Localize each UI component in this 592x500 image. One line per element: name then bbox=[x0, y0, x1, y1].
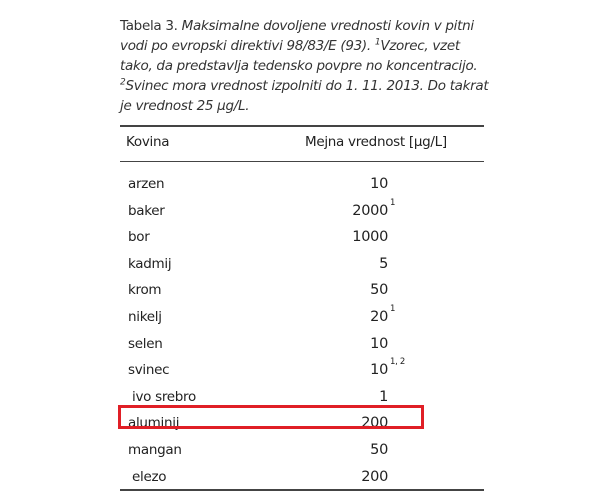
limit-value: 10 bbox=[370, 176, 388, 192]
table-row bbox=[120, 224, 484, 251]
table-body bbox=[120, 171, 484, 490]
limit-value: 5 bbox=[379, 255, 388, 272]
table-row bbox=[120, 277, 484, 304]
table-top-rule bbox=[120, 125, 484, 127]
caption-footnote-1: 1 bbox=[374, 37, 381, 48]
metal-name: mangan bbox=[128, 441, 182, 458]
metal-name: bor bbox=[128, 229, 150, 246]
highlight-box-aluminij bbox=[118, 405, 424, 429]
limit-footnote: 1 bbox=[390, 197, 396, 208]
limit-value: 10 bbox=[370, 362, 388, 379]
caption-label: Tabela 3. bbox=[120, 18, 178, 34]
limit-value: 200 bbox=[361, 468, 388, 485]
column-header-limit: Mejna vrednost [µg/L] bbox=[305, 134, 447, 150]
caption-text-1: Maksimalne dovoljene vrednosti kovin v pitni vodi po evropski direktivi 98/83/E (93). bbox=[120, 18, 474, 54]
metal-name: svinec bbox=[128, 362, 170, 379]
table-row bbox=[120, 437, 484, 464]
limit-value: 1 bbox=[379, 388, 388, 405]
metal-name: arzen bbox=[128, 176, 165, 192]
table-bottom-rule bbox=[120, 489, 484, 491]
table-row bbox=[120, 464, 484, 491]
limit-footnote: 1 bbox=[390, 303, 396, 314]
table-row bbox=[120, 171, 484, 198]
limit-value: 10 bbox=[370, 335, 388, 352]
caption-footnote-2: 2 bbox=[120, 77, 126, 88]
table-row bbox=[120, 331, 484, 358]
table-header-rule bbox=[120, 161, 484, 162]
table-row bbox=[120, 357, 484, 384]
limit-footnote: 1, 2 bbox=[390, 357, 406, 368]
metal-name: baker bbox=[128, 202, 165, 219]
metal-name: ivo srebro bbox=[128, 388, 196, 405]
limit-value: 2000 bbox=[352, 202, 388, 219]
metal-name: krom bbox=[128, 282, 162, 299]
table-row bbox=[120, 251, 484, 278]
table-caption bbox=[120, 16, 492, 116]
metal-name: kadmij bbox=[128, 255, 172, 272]
caption-text-2: Vzorec, vzet tako, da predstavlja tedensko povpre no koncentracijo. bbox=[120, 38, 478, 74]
table-row bbox=[120, 304, 484, 331]
limit-value: 1000 bbox=[352, 229, 388, 246]
limit-value: 20 bbox=[370, 308, 388, 325]
metal-name: selen bbox=[128, 335, 163, 352]
limit-value: 50 bbox=[370, 441, 388, 458]
column-header-metal: Kovina bbox=[126, 134, 170, 150]
limit-value: 50 bbox=[370, 282, 388, 299]
table-row bbox=[120, 198, 484, 225]
metal-name: aluminij bbox=[128, 415, 180, 432]
metal-name: nikelj bbox=[128, 308, 162, 325]
metal-name: elezo bbox=[128, 468, 167, 485]
caption-text-3: Svinec mora vrednost izpolniti do 1. 11. 2013. Do takrat je vrednost 25 µg/L. bbox=[120, 78, 489, 114]
limit-value: 200 bbox=[361, 415, 388, 432]
